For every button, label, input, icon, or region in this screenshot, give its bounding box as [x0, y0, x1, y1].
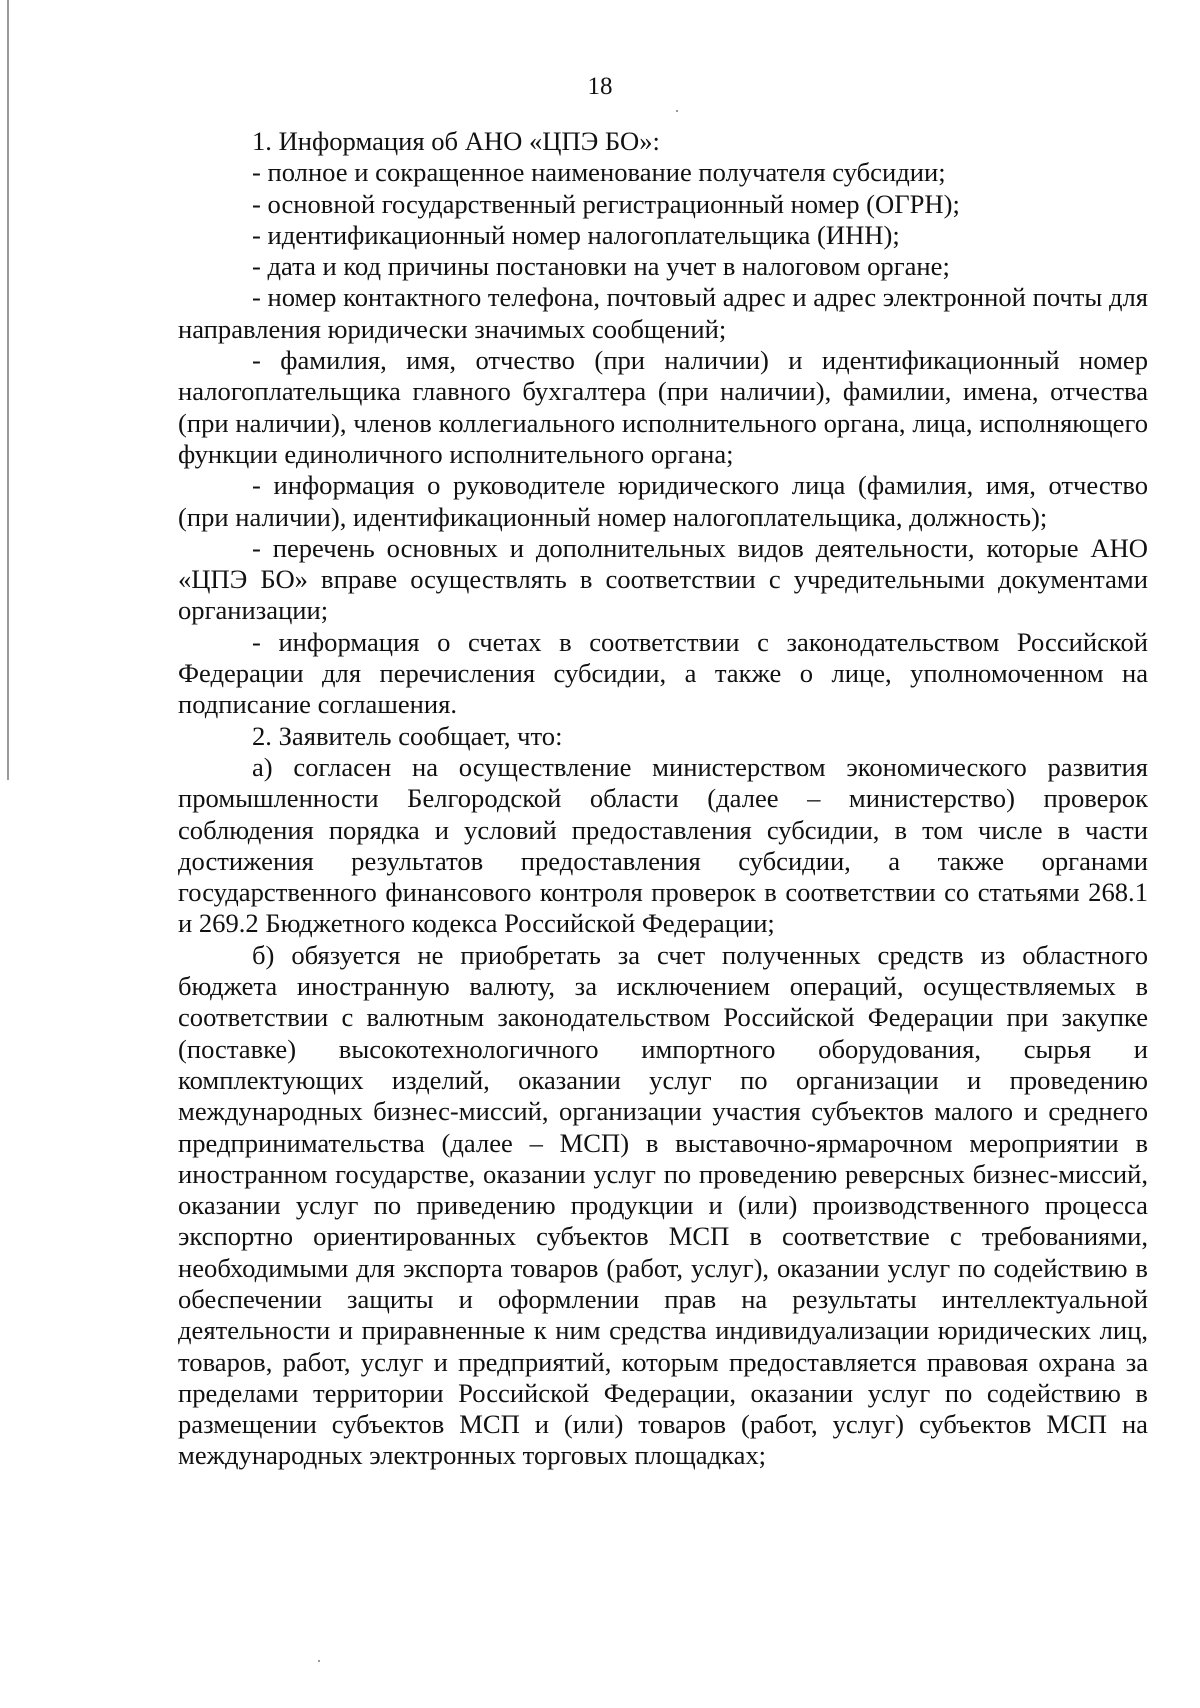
list-item-kpp: - дата и код причины постановки на учет в налоговом органе; — [252, 251, 950, 282]
list-item-contacts: - номер контактного телефона, почтовый адрес и адрес электронной почты для направления юридически значимых сообщений; — [178, 282, 1148, 344]
document-body — [178, 126, 1148, 1472]
list-item-inn: - идентификационный номер налогоплательщика (ИНН); — [252, 219, 900, 250]
section-2-heading: 2. Заявитель сообщает, что: — [252, 720, 563, 751]
scan-speck — [318, 1660, 320, 1662]
clause-b: б) обязуется не приобретать за счет полученных средств из областного бюджета иностранную валюту, за исключением операций, осуществляемых в соответствии с валютным законодательством Российской Федерации при закупке (поставке) высокотехнологичного импортного оборудования, сырья и комплектующих изделий, оказании услуг по организации и проведению международных бизнес-миссий, организации участия субъектов малого и среднего предпринимательства (далее – МСП) в выставочно-ярмарочном мероприятии в иностранном государстве, оказании услуг по проведению реверсных бизнес-миссий, оказании услуг по приведению продукции и (или) производственного процесса экспортно ориентированных субъектов МСП в соответствие с требованиями, необходимыми для экспорта товаров (работ, услуг), оказании услуг по содействию в обеспечении защиты и оформлении прав на результаты интеллектуальной деятельности и приравненные к ним средства индивидуализации юридических лиц, товаров, работ, услуг и предприятий, которым предоставляется правовая охрана за пределами территории Российской Федерации, оказании услуг по содействию в размещении субъектов МСП и (или) товаров (работ, услуг) субъектов МСП на международных электронных торговых площадках; — [178, 939, 1148, 1471]
clause-a: а) согласен на осуществление министерством экономического развития промышленности Белгородской области (далее – министерство) проверок соблюдения порядка и условий предоставления субсидии, в том числе в части достижения результатов предоставления субсидии, а также органами государственного финансового контроля проверок в соответствии со статьями 268.1 и 269.2 Бюджетного кодекса Российской Федерации; — [178, 751, 1148, 939]
list-item-director: - информация о руководителе юридического лица (фамилия, имя, отчество (при наличии), идентификационный номер налогоплательщика, должность); — [178, 470, 1148, 532]
list-item-ogrn: - основной государственный регистрационный номер (ОГРН); — [252, 188, 960, 219]
scan-speck — [676, 110, 678, 112]
section-1-heading: 1. Информация об АНО «ЦПЭ БО»: — [252, 126, 660, 156]
list-item-activities: - перечень основных и дополнительных видов деятельности, которые АНО «ЦПЭ БО» вправе осуществлять в соответствии с учредительными документами организации; — [178, 532, 1148, 626]
list-item-name: - полное и сокращенное наименование получателя субсидии; — [252, 157, 946, 188]
list-item-accounts: - информация о счетах в соответствии с законодательством Российской Федерации для перечисления субсидии, а также о лице, уполномоченном на подписание соглашения. — [178, 626, 1148, 720]
page-number: 18 — [587, 73, 613, 100]
list-item-accountant: - фамилия, имя, отчество (при наличии) и идентификационный номер налогоплательщика главного бухгалтера (при наличии), фамилии, имена, отчества (при наличии), членов коллегиального исполнительного органа, лица, исполняющего функции единоличного исполнительного органа; — [178, 345, 1148, 469]
scan-edge-mark — [7, 0, 9, 780]
